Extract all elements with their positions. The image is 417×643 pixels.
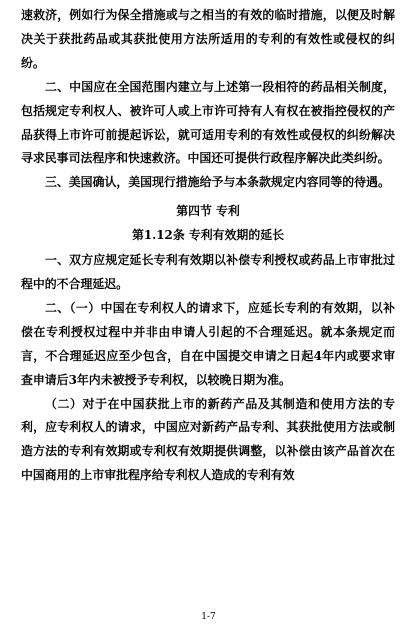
article-heading: 第1.12条 专利有效期的延长 bbox=[131, 228, 284, 243]
paragraph-article-2: 二、（一）中国在专利权人的请求下，应延长专利的有效期，以补偿在专利授权过程中并非由申请人引起的不合理延迟。就本条规定而言，不合理延迟应至少包含，自在中国提交申请之日起4年内或要求审查申请后3年内未被授予专利权，以较晚日期为准。 bbox=[21, 300, 395, 387]
section-heading: 第四节 专利 bbox=[176, 204, 240, 219]
document-body bbox=[21, 4, 395, 488]
paragraph-continuation: 速救济，例如行为保全措施或与之相当的有效的临时措施，以便及时解决关于获批药品或其获批使用方法所适用的专利的有效性或侵权的纠纷。 bbox=[21, 8, 395, 70]
page-number: 1-7 bbox=[201, 612, 216, 622]
paragraph-article-1: 一、双方应规定延长专利有效期以补偿专利授权或药品上市审批过程中的不合理延迟。 bbox=[21, 253, 395, 291]
paragraph-2: 二、中国应在全国范围内建立与上述第一段相符的药品相关制度，包括规定专利权人、被许可人或上市许可持有人有权在被指控侵权的产品获得上市许可前提起诉讼，就可适用专利的有效性或侵权的纠纷解决寻求民事司法程序和快速救济。中国还可提供行政程序解决此类纠纷。 bbox=[21, 79, 395, 166]
paragraph-article-2-2: （二）对于在中国获批上市的新药产品及其制造和使用方法的专利，应专利权人的请求，中国应对新药产品专利、其获批使用方法或制造方法的专利有效期或专利权有效期提供调整，以补偿由该产品首次在中国商用的上市审批程序给专利权人造成的专利有效 bbox=[21, 396, 395, 483]
paragraph-3: 三、美国确认，美国现行措施给予与本条款规定内容同等的待遇。 bbox=[45, 175, 390, 190]
